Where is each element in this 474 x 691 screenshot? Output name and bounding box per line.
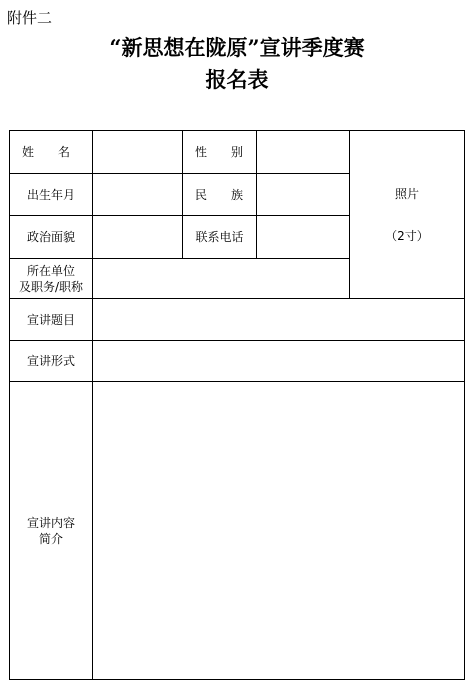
content-label-line1: 宣讲内容 — [26, 515, 75, 530]
topic-label: 宣讲题目 — [10, 299, 93, 341]
unit-label-line2: 及职务/职称 — [18, 279, 84, 294]
format-field[interactable] — [93, 341, 465, 382]
phone-label: 联系电话 — [183, 216, 257, 259]
format-label: 宣讲形式 — [10, 341, 93, 382]
birth-field[interactable] — [93, 174, 183, 216]
attachment-label: 附件二 — [7, 9, 53, 27]
content-label-line2: 简介 — [38, 531, 63, 546]
ethnicity-field[interactable] — [257, 174, 350, 216]
content-field[interactable] — [93, 382, 465, 680]
topic-field[interactable] — [93, 299, 465, 341]
content-label — [10, 382, 93, 680]
registration-form-table — [9, 130, 465, 680]
politics-label: 政治面貌 — [10, 216, 93, 259]
form-title: “新思想在陇原”宣讲季度赛 — [109, 35, 365, 60]
photo-area[interactable] — [350, 131, 465, 299]
name-label: 姓 名 — [10, 131, 93, 174]
gender-label: 性 别 — [183, 131, 257, 174]
name-field[interactable] — [93, 131, 183, 174]
ethnicity-label: 民 族 — [183, 174, 257, 216]
photo-label: 照片 — [394, 186, 419, 201]
unit-field[interactable] — [93, 259, 350, 299]
unit-label-line1: 所在单位 — [26, 263, 75, 278]
birth-label: 出生年月 — [10, 174, 93, 216]
photo-size-label: （2寸） — [385, 228, 429, 243]
form-subtitle: 报名表 — [205, 67, 269, 92]
politics-field[interactable] — [93, 216, 183, 259]
gender-field[interactable] — [257, 131, 350, 174]
phone-field[interactable] — [257, 216, 350, 259]
unit-label — [10, 259, 93, 299]
